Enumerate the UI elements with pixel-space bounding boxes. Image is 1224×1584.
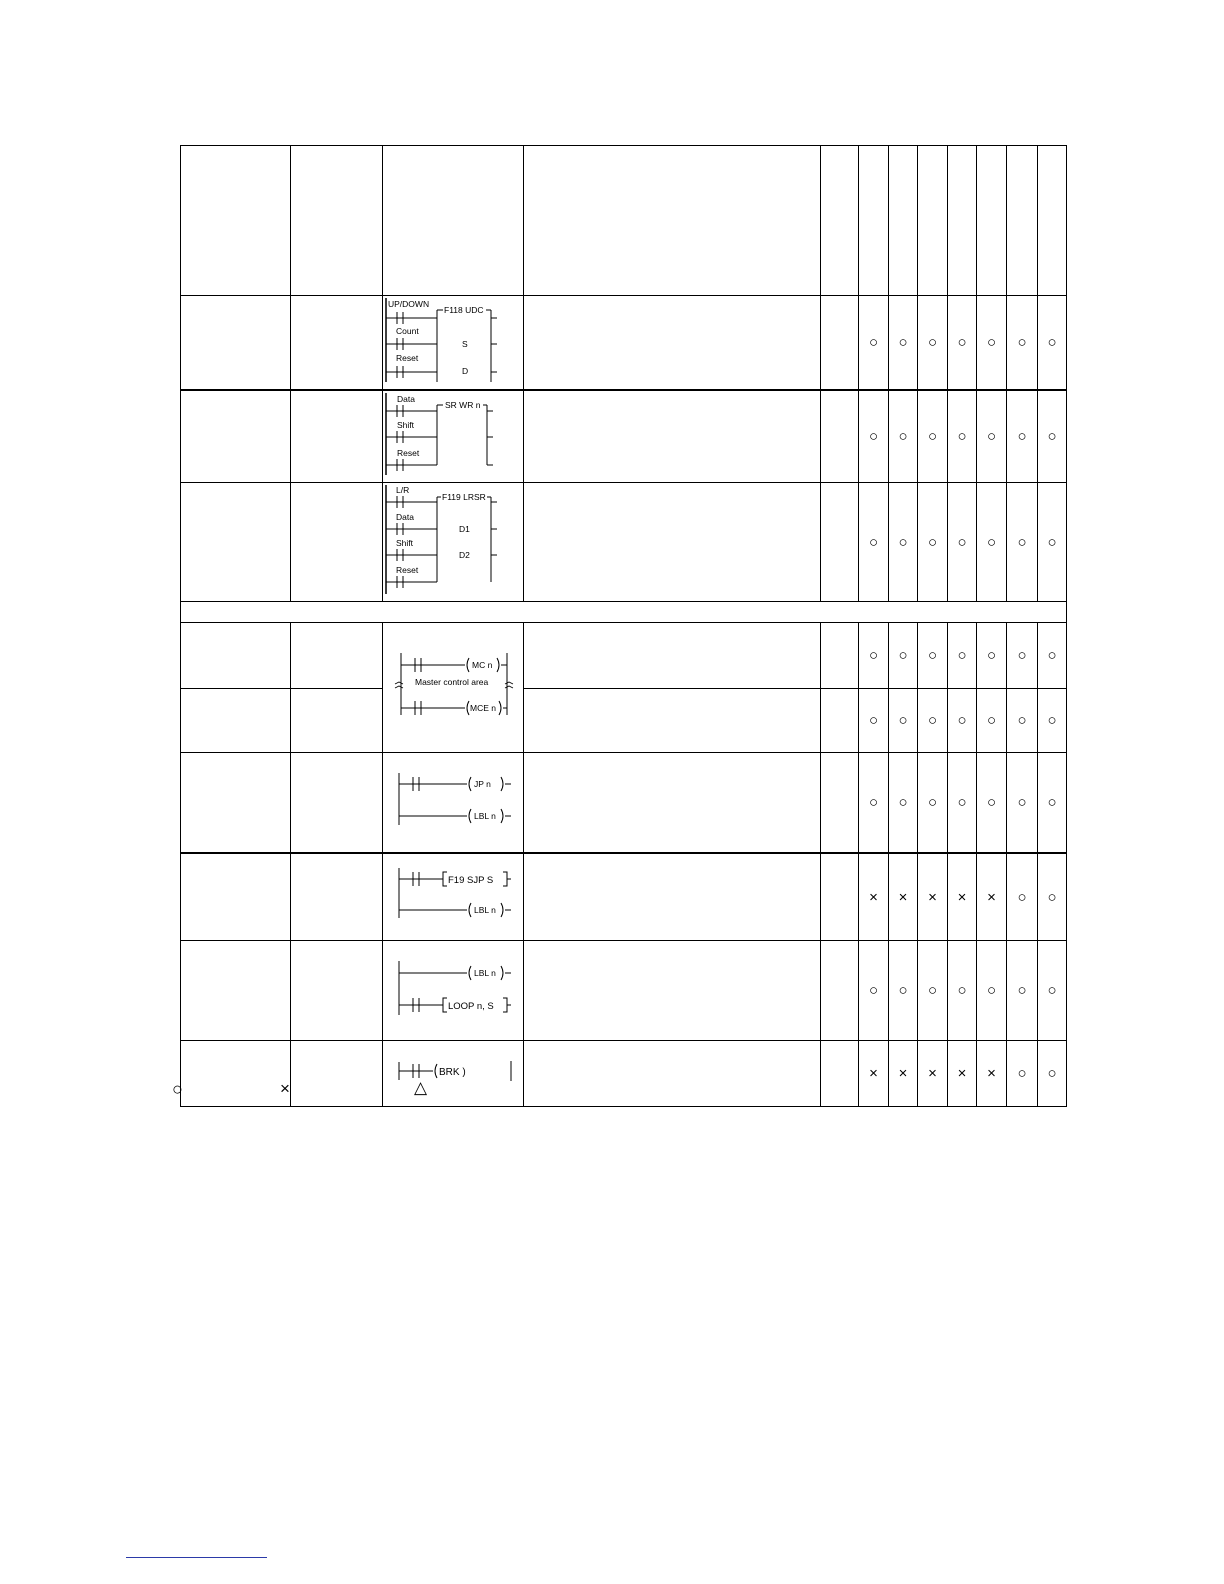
ladder-label: MCE n	[470, 703, 496, 713]
table-row	[181, 390, 1067, 483]
availability-mark: ×	[948, 853, 977, 941]
header-cell	[821, 146, 859, 296]
ladder-label: S	[462, 339, 468, 349]
availability-mark: ○	[859, 390, 889, 483]
availability-mark: ○	[948, 753, 977, 854]
cell	[291, 688, 383, 753]
availability-mark: ○	[859, 623, 889, 689]
cell	[821, 853, 859, 941]
availability-mark: ○	[948, 296, 977, 391]
table-row	[181, 296, 1067, 391]
ladder-diagram-sjp	[383, 854, 523, 935]
availability-mark: ○	[918, 753, 948, 854]
legend-available-symbol: ○	[172, 1079, 183, 1099]
availability-mark: ○	[1007, 853, 1038, 941]
availability-mark: ×	[948, 1041, 977, 1107]
ladder-diagram-srwr	[383, 391, 523, 477]
availability-mark: ○	[889, 688, 918, 753]
ladder-label: L/R	[396, 485, 410, 495]
availability-mark: ×	[977, 853, 1007, 941]
cell	[181, 688, 291, 753]
cell	[291, 390, 383, 483]
cell	[524, 941, 821, 1041]
availability-mark: ○	[918, 483, 948, 602]
header-cell	[918, 146, 948, 296]
availability-mark: ○	[1007, 688, 1038, 753]
availability-mark: ○	[1038, 941, 1067, 1041]
cell	[181, 753, 291, 854]
availability-mark: ○	[918, 623, 948, 689]
cell	[291, 623, 383, 689]
ladder-label: Master control area	[415, 677, 489, 687]
availability-mark: ○	[889, 941, 918, 1041]
ladder-label: JP n	[474, 779, 491, 789]
ladder-label: D2	[459, 550, 470, 560]
cell	[291, 853, 383, 941]
cell	[181, 623, 291, 689]
ladder-label: LBL n	[474, 968, 496, 978]
ladder-symbol-cell	[383, 296, 524, 391]
availability-mark: ○	[1038, 753, 1067, 854]
header-cell	[181, 146, 291, 296]
ladder-symbol-cell	[383, 853, 524, 941]
cell	[821, 753, 859, 854]
header-cell	[948, 146, 977, 296]
cell	[821, 688, 859, 753]
availability-mark: ○	[918, 941, 948, 1041]
availability-mark: ○	[1038, 623, 1067, 689]
availability-mark: ○	[1038, 296, 1067, 391]
ladder-label: Shift	[397, 420, 415, 430]
cell	[524, 296, 821, 391]
ladder-diagram-mc	[383, 623, 523, 747]
legend	[172, 1079, 472, 1099]
availability-mark: ○	[859, 753, 889, 854]
availability-mark: ○	[948, 623, 977, 689]
ladder-label: Reset	[397, 448, 420, 458]
instruction-table	[180, 145, 1067, 1107]
header-cell	[859, 146, 889, 296]
legend-unavailable-symbol: ×	[280, 1079, 290, 1098]
cell	[821, 483, 859, 602]
footer-link-underline	[126, 1557, 267, 1558]
ladder-label: Count	[396, 326, 419, 336]
ladder-label: F118 UDC	[444, 305, 484, 315]
availability-mark: ○	[977, 483, 1007, 602]
ladder-label: D	[462, 366, 469, 376]
ladder-diagram-lrsr	[383, 483, 523, 596]
cell	[524, 483, 821, 602]
ladder-label: LOOP n, S	[448, 1001, 494, 1012]
availability-mark: ○	[948, 688, 977, 753]
cell	[181, 296, 291, 391]
ladder-label: LBL n	[474, 905, 496, 915]
ladder-label: UP/DOWN	[388, 299, 430, 309]
cell	[181, 483, 291, 602]
availability-mark: ○	[1038, 483, 1067, 602]
availability-mark: ○	[889, 753, 918, 854]
ladder-symbol-cell	[383, 623, 524, 753]
cell	[181, 941, 291, 1041]
ladder-symbol-cell	[383, 483, 524, 602]
cell	[524, 390, 821, 483]
header-cell	[1038, 146, 1067, 296]
cell	[291, 296, 383, 391]
cell	[181, 390, 291, 483]
header-cell	[977, 146, 1007, 296]
availability-mark: ○	[1007, 1041, 1038, 1107]
availability-mark: ○	[1038, 1041, 1067, 1107]
cell	[524, 853, 821, 941]
availability-mark: ○	[1007, 296, 1038, 391]
availability-mark: ○	[977, 753, 1007, 854]
availability-mark: ○	[859, 296, 889, 391]
header-cell	[524, 146, 821, 296]
availability-mark: ○	[1007, 623, 1038, 689]
ladder-diagram-loop	[383, 941, 523, 1035]
availability-mark: ○	[859, 483, 889, 602]
ladder-label: D1	[459, 524, 470, 534]
cell	[821, 390, 859, 483]
availability-mark: ○	[1038, 688, 1067, 753]
availability-mark: ○	[889, 390, 918, 483]
table-row	[181, 688, 1067, 753]
availability-mark: ○	[977, 688, 1007, 753]
ladder-label: F119 LRSR	[442, 492, 486, 502]
availability-mark: ×	[889, 1041, 918, 1107]
availability-mark: ×	[918, 853, 948, 941]
ladder-label: Reset	[396, 353, 419, 363]
availability-mark: ○	[977, 296, 1007, 391]
ladder-label: MC n	[472, 660, 493, 670]
ladder-label: Data	[396, 512, 414, 522]
table-row	[181, 483, 1067, 602]
cell	[291, 483, 383, 602]
availability-mark: ○	[889, 483, 918, 602]
cell	[524, 623, 821, 689]
header-cell	[1007, 146, 1038, 296]
ladder-symbol-cell	[383, 390, 524, 483]
ladder-diagram-jp	[383, 753, 523, 847]
section-cell	[181, 602, 1067, 623]
availability-mark: ×	[889, 853, 918, 941]
availability-mark: ×	[977, 1041, 1007, 1107]
ladder-label: BRK )	[439, 1067, 466, 1078]
availability-mark: ○	[1007, 390, 1038, 483]
availability-mark: ○	[889, 296, 918, 391]
availability-mark: ○	[1038, 390, 1067, 483]
availability-mark: ○	[889, 623, 918, 689]
ladder-label: Shift	[396, 538, 414, 548]
availability-mark: ○	[1007, 753, 1038, 854]
availability-mark: ×	[918, 1041, 948, 1107]
header-row	[181, 146, 1067, 296]
ladder-label: Reset	[396, 565, 419, 575]
table-row	[181, 753, 1067, 854]
availability-mark: ○	[859, 688, 889, 753]
cell	[821, 623, 859, 689]
header-cell	[291, 146, 383, 296]
availability-mark: ○	[977, 623, 1007, 689]
availability-mark: ○	[918, 390, 948, 483]
availability-mark: ○	[977, 941, 1007, 1041]
availability-mark: ○	[918, 688, 948, 753]
ladder-label: Data	[397, 394, 415, 404]
ladder-label: SR WR n	[445, 400, 481, 410]
header-cell	[889, 146, 918, 296]
cell	[524, 1041, 821, 1107]
cell	[524, 688, 821, 753]
ladder-label: F19 SJP S	[448, 875, 494, 886]
cell	[821, 1041, 859, 1107]
table-row	[181, 941, 1067, 1041]
availability-mark: ○	[1038, 853, 1067, 941]
availability-mark: ○	[1007, 941, 1038, 1041]
cell	[291, 941, 383, 1041]
availability-mark: ×	[859, 853, 889, 941]
section-row	[181, 602, 1067, 623]
availability-mark: ○	[948, 483, 977, 602]
cell	[291, 753, 383, 854]
ladder-symbol-cell	[383, 753, 524, 854]
availability-mark: ○	[859, 941, 889, 1041]
cell	[821, 296, 859, 391]
cell	[821, 941, 859, 1041]
ladder-diagram-udc	[383, 296, 523, 384]
availability-mark: ○	[1007, 483, 1038, 602]
availability-mark: ○	[977, 390, 1007, 483]
ladder-label: LBL n	[474, 811, 496, 821]
ladder-symbol-cell	[383, 941, 524, 1041]
availability-mark: ○	[948, 390, 977, 483]
availability-mark: ○	[948, 941, 977, 1041]
table-row	[181, 623, 1067, 689]
legend-partial-symbol: △	[414, 1078, 428, 1097]
availability-mark: ○	[918, 296, 948, 391]
header-cell	[383, 146, 524, 296]
table-row	[181, 853, 1067, 941]
cell	[524, 753, 821, 854]
availability-mark: ×	[859, 1041, 889, 1107]
cell	[181, 853, 291, 941]
